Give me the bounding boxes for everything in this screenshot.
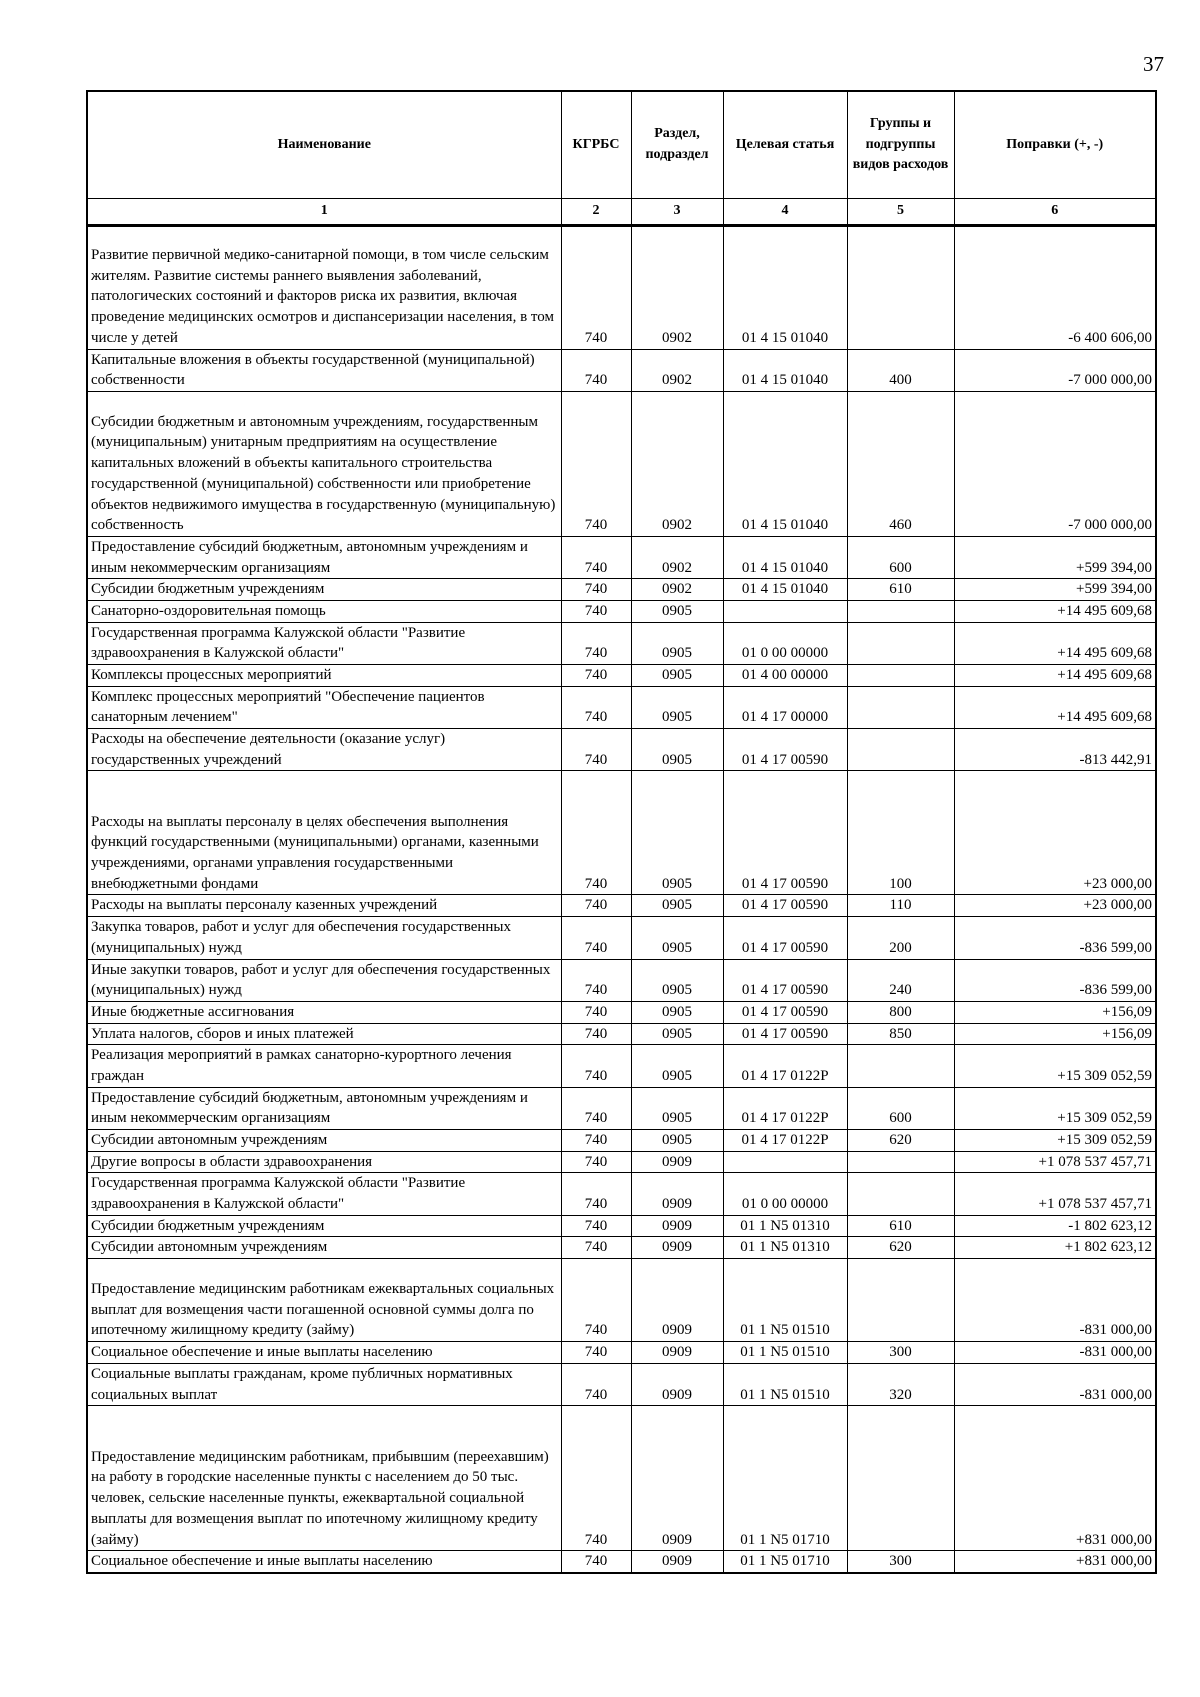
column-number: 2 (561, 198, 631, 225)
table-row (87, 729, 1156, 771)
table-row (87, 1151, 1156, 1173)
row-amount: -813 442,91 (954, 729, 1156, 771)
table-row (87, 1406, 1156, 1551)
row-target-article: 01 1 N5 01310 (723, 1237, 847, 1259)
row-target-article: 01 4 15 01040 (723, 391, 847, 536)
row-expense-group (847, 1173, 954, 1215)
row-name: Субсидии бюджетным учреждениям (87, 579, 561, 601)
row-expense-group (847, 686, 954, 728)
row-target-article: 01 1 N5 01310 (723, 1215, 847, 1237)
row-target-article: 01 4 17 0122P (723, 1045, 847, 1087)
row-target-article: 01 4 00 00000 (723, 665, 847, 687)
row-section: 0902 (631, 391, 723, 536)
row-kgrbs: 740 (561, 225, 631, 349)
row-section: 0909 (631, 1215, 723, 1237)
row-expense-group (847, 225, 954, 349)
row-kgrbs: 740 (561, 579, 631, 601)
row-expense-group (847, 1259, 954, 1342)
row-target-article: 01 4 17 00590 (723, 917, 847, 959)
row-target-article: 01 1 N5 01510 (723, 1342, 847, 1364)
row-target-article: 01 4 15 01040 (723, 536, 847, 578)
row-name: Социальные выплаты гражданам, кроме публичных нормативных социальных выплат (87, 1363, 561, 1405)
row-expense-group: 110 (847, 895, 954, 917)
table-row (87, 1259, 1156, 1342)
row-amount: -7 000 000,00 (954, 349, 1156, 391)
table-row (87, 1045, 1156, 1087)
row-expense-group: 400 (847, 349, 954, 391)
row-expense-group: 200 (847, 917, 954, 959)
row-kgrbs: 740 (561, 536, 631, 578)
row-amount: +1 802 623,12 (954, 1237, 1156, 1259)
row-section: 0905 (631, 600, 723, 622)
row-section: 0905 (631, 1130, 723, 1152)
row-section: 0909 (631, 1551, 723, 1573)
row-kgrbs: 740 (561, 1130, 631, 1152)
row-expense-group (847, 600, 954, 622)
row-target-article: 01 4 15 01040 (723, 349, 847, 391)
row-section: 0905 (631, 959, 723, 1001)
row-name: Развитие первичной медико-санитарной помощи, в том числе сельским жителям. Развитие системы раннего выявления заболеваний, патологических состояний и факторов риска их развития, включая проведение медицинских осмотров и диспансеризации населения, в том числе у детей (87, 225, 561, 349)
row-name: Социальное обеспечение и иные выплаты населению (87, 1551, 561, 1573)
row-amount: -836 599,00 (954, 917, 1156, 959)
row-target-article: 01 4 17 00590 (723, 895, 847, 917)
row-target-article: 01 4 15 01040 (723, 579, 847, 601)
row-section: 0909 (631, 1151, 723, 1173)
row-name: Закупка товаров, работ и услуг для обеспечения государственных (муниципальных) нужд (87, 917, 561, 959)
row-name: Субсидии бюджетным и автономным учреждениям, государственным (муниципальным) унитарным предприятиям на осуществление капитальных вложений в объекты капитального строительства государственной (муниципальной) собственности или приобретение объектов недвижимого имущества в государственную (муниципальную) собственность (87, 391, 561, 536)
row-kgrbs: 740 (561, 1215, 631, 1237)
column-number: 1 (87, 198, 561, 225)
row-section: 0905 (631, 729, 723, 771)
row-section: 0902 (631, 225, 723, 349)
table-row (87, 959, 1156, 1001)
row-amount: -831 000,00 (954, 1363, 1156, 1405)
row-kgrbs: 740 (561, 1023, 631, 1045)
row-target-article: 01 1 N5 01710 (723, 1406, 847, 1551)
row-target-article: 01 4 17 00590 (723, 1023, 847, 1045)
row-name: Предоставление медицинским работникам ежеквартальных социальных выплат для возмещения части погашенной основной суммы долга по ипотечному жилищному кредиту (займу) (87, 1259, 561, 1342)
row-amount: +1 078 537 457,71 (954, 1173, 1156, 1215)
row-name: Санаторно-оздоровительная помощь (87, 600, 561, 622)
row-name: Предоставление субсидий бюджетным, автономным учреждениям и иным некоммерческим организациям (87, 1087, 561, 1129)
row-target-article: 01 4 17 00590 (723, 729, 847, 771)
row-name: Предоставление медицинским работникам, прибывшим (переехавшим) на работу в городские населенные пункты с населением до 50 тыс. человек, сельские населенные пункты, ежеквартальной социальной выплаты для возмещения выплат по ипотечному жилищному кредиту (займу) (87, 1406, 561, 1551)
row-expense-group: 850 (847, 1023, 954, 1045)
row-name: Комплексы процессных мероприятий (87, 665, 561, 687)
row-name: Субсидии автономным учреждениям (87, 1237, 561, 1259)
row-name: Субсидии автономным учреждениям (87, 1130, 561, 1152)
row-name: Капитальные вложения в объекты государственной (муниципальной) собственности (87, 349, 561, 391)
row-kgrbs: 740 (561, 665, 631, 687)
table-row (87, 895, 1156, 917)
table-row (87, 1237, 1156, 1259)
row-section: 0905 (631, 1001, 723, 1023)
table-row (87, 391, 1156, 536)
header-section: Раздел, подраздел (631, 91, 723, 198)
table-row (87, 1001, 1156, 1023)
row-target-article (723, 1151, 847, 1173)
row-kgrbs: 740 (561, 1406, 631, 1551)
row-target-article: 01 4 17 0122P (723, 1087, 847, 1129)
row-amount: +156,09 (954, 1001, 1156, 1023)
row-section: 0905 (631, 895, 723, 917)
row-amount: +15 309 052,59 (954, 1087, 1156, 1129)
row-amount: +14 495 609,68 (954, 686, 1156, 728)
row-expense-group (847, 622, 954, 664)
row-kgrbs: 740 (561, 1087, 631, 1129)
row-expense-group: 600 (847, 536, 954, 578)
row-amount: -7 000 000,00 (954, 391, 1156, 536)
row-target-article: 01 1 N5 01710 (723, 1551, 847, 1573)
header-target-article: Целевая статья (723, 91, 847, 198)
row-kgrbs: 740 (561, 959, 631, 1001)
column-number-row (87, 198, 1156, 225)
row-kgrbs: 740 (561, 1259, 631, 1342)
row-expense-group: 300 (847, 1342, 954, 1364)
header-kgrbs: КГРБС (561, 91, 631, 198)
row-section: 0905 (631, 917, 723, 959)
row-expense-group: 240 (847, 959, 954, 1001)
row-expense-group: 610 (847, 1215, 954, 1237)
row-amount: -1 802 623,12 (954, 1215, 1156, 1237)
row-target-article: 01 4 17 00590 (723, 771, 847, 895)
table-body (87, 225, 1156, 1573)
row-target-article: 01 1 N5 01510 (723, 1363, 847, 1405)
row-expense-group (847, 665, 954, 687)
budget-table (86, 90, 1157, 1574)
row-kgrbs: 740 (561, 622, 631, 664)
row-kgrbs: 740 (561, 895, 631, 917)
table-row (87, 1215, 1156, 1237)
row-section: 0909 (631, 1173, 723, 1215)
row-amount: +831 000,00 (954, 1406, 1156, 1551)
row-expense-group: 620 (847, 1237, 954, 1259)
row-expense-group: 800 (847, 1001, 954, 1023)
row-name: Иные бюджетные ассигнования (87, 1001, 561, 1023)
row-target-article: 01 4 17 00590 (723, 959, 847, 1001)
row-name: Расходы на выплаты персоналу в целях обеспечения выполнения функций государственными (муниципальными) органами, казенными учреждениями, органами управления государственными внебюджетными фондами (87, 771, 561, 895)
table-row (87, 600, 1156, 622)
table-row (87, 536, 1156, 578)
row-kgrbs: 740 (561, 1342, 631, 1364)
row-kgrbs: 740 (561, 1045, 631, 1087)
row-section: 0909 (631, 1237, 723, 1259)
header-amendments: Поправки (+, -) (954, 91, 1156, 198)
row-amount: +23 000,00 (954, 771, 1156, 895)
row-expense-group (847, 729, 954, 771)
row-name: Субсидии бюджетным учреждениям (87, 1215, 561, 1237)
row-kgrbs: 740 (561, 729, 631, 771)
table-row (87, 349, 1156, 391)
page-number: 37 (1143, 52, 1164, 76)
row-name: Государственная программа Калужской области "Развитие здравоохранения в Калужской области" (87, 1173, 561, 1215)
row-amount: +23 000,00 (954, 895, 1156, 917)
row-expense-group (847, 1406, 954, 1551)
table-row (87, 1363, 1156, 1405)
row-kgrbs: 740 (561, 600, 631, 622)
row-target-article: 01 4 17 00000 (723, 686, 847, 728)
row-expense-group: 600 (847, 1087, 954, 1129)
row-kgrbs: 740 (561, 1173, 631, 1215)
table-row (87, 1342, 1156, 1364)
table-row (87, 1551, 1156, 1573)
row-amount: +14 495 609,68 (954, 665, 1156, 687)
row-name: Комплекс процессных мероприятий "Обеспечение пациентов санаторным лечением" (87, 686, 561, 728)
budget-sheet (86, 90, 1155, 1574)
row-target-article: 01 0 00 00000 (723, 622, 847, 664)
row-name: Расходы на обеспечение деятельности (оказание услуг) государственных учреждений (87, 729, 561, 771)
row-target-article: 01 4 17 00590 (723, 1001, 847, 1023)
row-name: Государственная программа Калужской области "Развитие здравоохранения в Калужской области" (87, 622, 561, 664)
row-section: 0909 (631, 1406, 723, 1551)
row-kgrbs: 740 (561, 1363, 631, 1405)
row-name: Реализация мероприятий в рамках санаторно-курортного лечения граждан (87, 1045, 561, 1087)
row-name: Иные закупки товаров, работ и услуг для обеспечения государственных (муниципальных) нужд (87, 959, 561, 1001)
row-kgrbs: 740 (561, 349, 631, 391)
header-expense-group: Группы и подгруппы видов расходов (847, 91, 954, 198)
table-row (87, 1087, 1156, 1129)
table-row (87, 579, 1156, 601)
row-section: 0905 (631, 771, 723, 895)
row-amount: -6 400 606,00 (954, 225, 1156, 349)
row-kgrbs: 740 (561, 1237, 631, 1259)
row-amount: +831 000,00 (954, 1551, 1156, 1573)
row-section: 0902 (631, 536, 723, 578)
row-name: Социальное обеспечение и иные выплаты населению (87, 1342, 561, 1364)
table-row (87, 917, 1156, 959)
row-name: Предоставление субсидий бюджетным, автономным учреждениям и иным некоммерческим организациям (87, 536, 561, 578)
row-expense-group (847, 1151, 954, 1173)
row-expense-group: 620 (847, 1130, 954, 1152)
column-number: 3 (631, 198, 723, 225)
row-section: 0905 (631, 665, 723, 687)
row-kgrbs: 740 (561, 1001, 631, 1023)
row-amount: -831 000,00 (954, 1259, 1156, 1342)
row-kgrbs: 740 (561, 1151, 631, 1173)
row-name: Другие вопросы в области здравоохранения (87, 1151, 561, 1173)
row-kgrbs: 740 (561, 686, 631, 728)
row-expense-group: 610 (847, 579, 954, 601)
header-name: Наименование (87, 91, 561, 198)
column-number: 6 (954, 198, 1156, 225)
row-target-article (723, 600, 847, 622)
row-section: 0905 (631, 1045, 723, 1087)
row-section: 0902 (631, 349, 723, 391)
row-section: 0909 (631, 1363, 723, 1405)
header-row (87, 91, 1156, 198)
row-section: 0909 (631, 1259, 723, 1342)
row-kgrbs: 740 (561, 391, 631, 536)
row-kgrbs: 740 (561, 771, 631, 895)
row-expense-group: 300 (847, 1551, 954, 1573)
row-expense-group: 460 (847, 391, 954, 536)
table-row (87, 686, 1156, 728)
table-row (87, 771, 1156, 895)
table-row (87, 1130, 1156, 1152)
row-section: 0905 (631, 1023, 723, 1045)
row-amount: +1 078 537 457,71 (954, 1151, 1156, 1173)
row-amount: -831 000,00 (954, 1342, 1156, 1364)
row-target-article: 01 0 00 00000 (723, 1173, 847, 1215)
table-row (87, 622, 1156, 664)
row-name: Уплата налогов, сборов и иных платежей (87, 1023, 561, 1045)
table-row (87, 665, 1156, 687)
row-amount: +15 309 052,59 (954, 1130, 1156, 1152)
table-row (87, 225, 1156, 349)
row-expense-group: 320 (847, 1363, 954, 1405)
row-expense-group: 100 (847, 771, 954, 895)
row-kgrbs: 740 (561, 917, 631, 959)
row-target-article: 01 4 15 01040 (723, 225, 847, 349)
row-section: 0905 (631, 686, 723, 728)
column-number: 4 (723, 198, 847, 225)
row-section: 0905 (631, 1087, 723, 1129)
row-target-article: 01 1 N5 01510 (723, 1259, 847, 1342)
row-name: Расходы на выплаты персоналу казенных учреждений (87, 895, 561, 917)
table-row (87, 1173, 1156, 1215)
table-row (87, 1023, 1156, 1045)
row-amount: +14 495 609,68 (954, 622, 1156, 664)
row-section: 0905 (631, 622, 723, 664)
row-amount: -836 599,00 (954, 959, 1156, 1001)
row-expense-group (847, 1045, 954, 1087)
row-section: 0909 (631, 1342, 723, 1364)
row-amount: +599 394,00 (954, 536, 1156, 578)
row-section: 0902 (631, 579, 723, 601)
row-amount: +156,09 (954, 1023, 1156, 1045)
row-kgrbs: 740 (561, 1551, 631, 1573)
row-target-article: 01 4 17 0122P (723, 1130, 847, 1152)
row-amount: +599 394,00 (954, 579, 1156, 601)
row-amount: +15 309 052,59 (954, 1045, 1156, 1087)
row-amount: +14 495 609,68 (954, 600, 1156, 622)
column-number: 5 (847, 198, 954, 225)
